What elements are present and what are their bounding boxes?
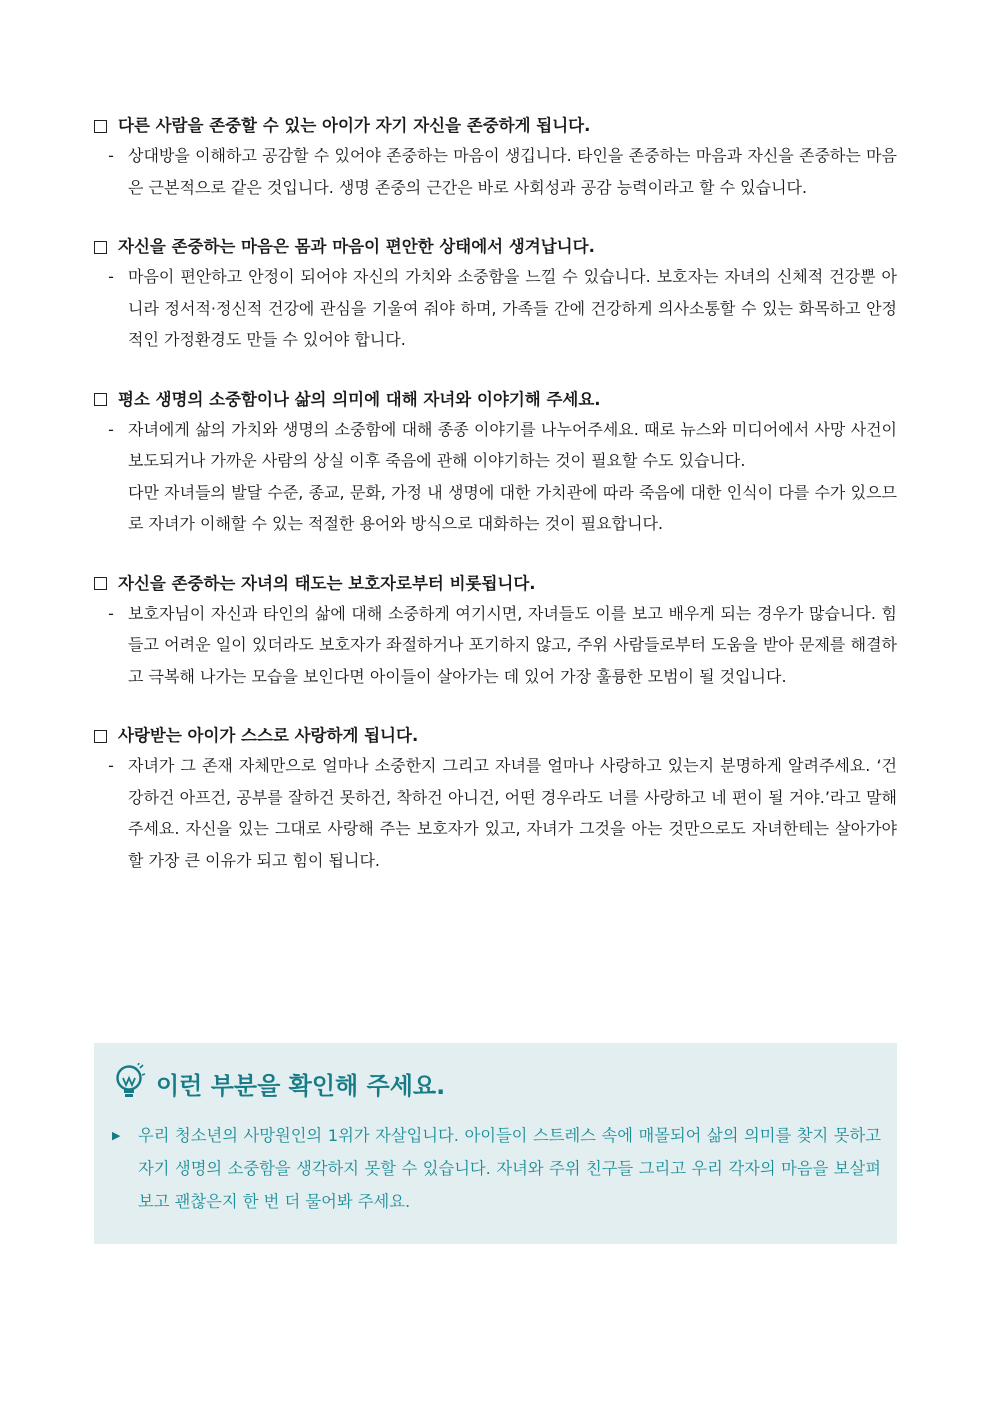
checkbox-icon: [94, 393, 107, 406]
paragraph: 보호자님이 자신과 타인의 삶에 대해 소중하게 여기시면, 자녀들도 이를 보고 배우게 되는 경우가 많습니다. 힘들고 어려운 일이 있더라도 보호자가 좌절하거나 포기하지 않고, 주위 사람들로부터 도움을 받아 문제를 해결하고 극복해 나가는 모습을 보인다면 아이들이 살아가는 데 있어 가장 훌륭한 모범이 될 것입니다.: [128, 603, 897, 686]
section-heading-text: 평소 생명의 소중함이나 삶의 의미에 대해 자녀와 이야기해 주세요.: [118, 389, 601, 409]
dash-bullet: -: [108, 603, 114, 623]
section-heading: [94, 112, 897, 140]
callout-title: 이런 부분을 확인해 주세요.: [156, 1071, 446, 1100]
callout-header: [112, 1063, 881, 1103]
section-heading-text: 자신을 존중하는 자녀의 태도는 보호자로부터 비롯됩니다.: [118, 573, 536, 593]
list-item: [94, 750, 897, 876]
paragraph: 자녀에게 삶의 가치와 생명의 소중함에 대해 종종 이야기를 나누어주세요. 때로 뉴스와 미디어에서 사망 사건이 보도되거나 가까운 사람의 상실 이후 죽음에 관해 이야기하는 것이 필요할 수도 있습니다.: [128, 419, 897, 470]
checkbox-icon: [94, 120, 107, 133]
dash-bullet: -: [108, 419, 114, 439]
document-body: [94, 112, 897, 906]
lightbulb-icon: [112, 1063, 146, 1103]
section-heading: [94, 722, 897, 750]
callout-text: 우리 청소년의 사망원인의 1위가 자살입니다. 아이들이 스트레스 속에 매몰되어 삶의 의미를 찾지 못하고 자기 생명의 소중함을 생각하지 못할 수 있습니다. 자녀와 주위 친구들 그리고 우리 각자의 마음을 보살펴 보고 괜찮은지 한 번 더 물어봐 주세요.: [138, 1126, 881, 1211]
list-item: [94, 414, 897, 477]
paragraph: 자녀가 그 존재 자체만으로 얼마나 소중한지 그리고 자녀를 얼마나 사랑하고 있는지 분명하게 알려주세요. ‘건강하건 아프건, 공부를 잘하건 못하건, 착하건 아니건, 어떤 경우라도 너를 사랑하고 네 편이 될 거야.’라고 말해주세요. 자신을 있는 그대로 사랑해 주는 보호자가 있고, 자녀가 그것을 아는 것만으로도 자녀한테는 살아가야 할 가장 큰 이유가 되고 힘이 됩니다.: [128, 756, 897, 870]
list-item: [94, 598, 897, 693]
section-heading-text: 다른 사람을 존중할 수 있는 아이가 자기 자신을 존중하게 됩니다.: [118, 116, 591, 135]
section-heading: [94, 386, 897, 414]
paragraph: 다만 자녀들의 발달 수준, 종교, 문화, 가정 내 생명에 대한 가치관에 따라 죽음에 대한 인식이 다를 수가 있으므로 자녀가 이해할 수 있는 적절한 용어와 방식으로 대화하는 것이 필요합니다.: [128, 482, 897, 533]
section-heading: [94, 570, 897, 598]
section-heading-text: 자신을 존중하는 마음은 몸과 마음이 편안한 상태에서 생겨납니다.: [118, 237, 595, 256]
section-comfort: [94, 233, 897, 356]
dash-bullet: -: [108, 146, 114, 165]
list-item: [94, 140, 897, 203]
triangle-bullet-icon: ▶: [112, 1129, 121, 1142]
dash-bullet: -: [108, 267, 114, 286]
section-loved-child: [94, 722, 897, 876]
callout-box: [94, 1043, 897, 1244]
paragraph: 마음이 편안하고 안정이 되어야 자신의 가치와 소중함을 느낄 수 있습니다. 보호자는 자녀의 신체적 건강뿐 아니라 정서적·정신적 건강에 관심을 기울여 줘야 하며, 가족들 간에 건강하게 의사소통할 수 있는 화목하고 안정적인 가정환경도 만들 수 있어야 합니다.: [128, 267, 897, 349]
section-heading: [94, 233, 897, 261]
section-heading-text: 사랑받는 아이가 스스로 사랑하게 됩니다.: [118, 726, 419, 745]
checkbox-icon: [94, 241, 107, 254]
section-guardian-attitude: [94, 570, 897, 693]
list-item: [94, 261, 897, 356]
paragraph: 상대방을 이해하고 공감할 수 있어야 존중하는 마음이 생깁니다. 타인을 존중하는 마음과 자신을 존중하는 마음은 근본적으로 같은 것입니다. 생명 존중의 근간은 바로 사회성과 공감 능력이라고 할 수 있습니다.: [128, 146, 897, 197]
checkbox-icon: [94, 730, 107, 743]
dash-bullet: -: [108, 756, 114, 775]
checkbox-icon: [94, 577, 107, 590]
section-respect-others: [94, 112, 897, 203]
section-talk-about-life: [94, 386, 897, 540]
callout-item: [112, 1119, 881, 1218]
